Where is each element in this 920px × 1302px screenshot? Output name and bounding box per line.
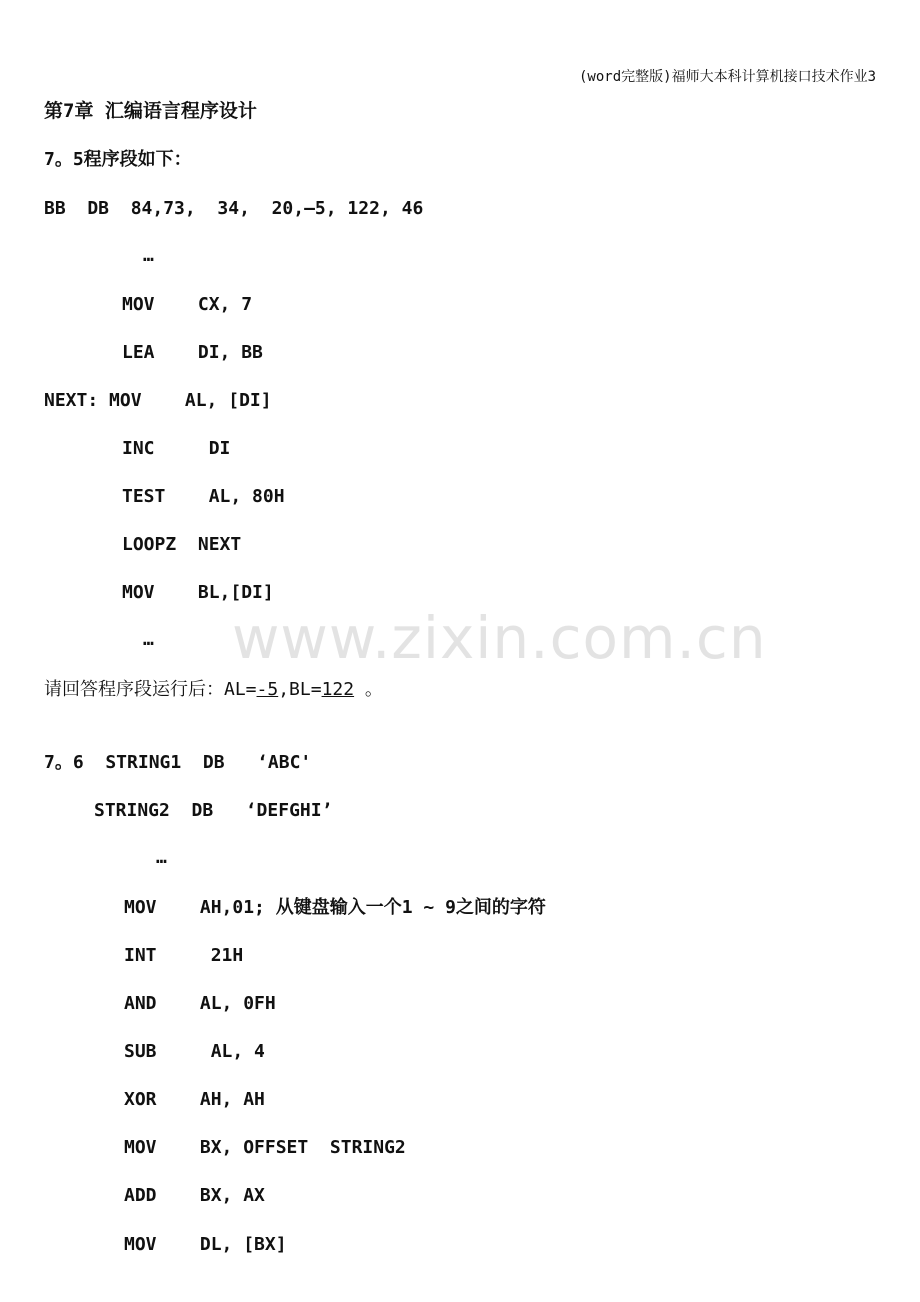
code-line: MOV CX, 7 xyxy=(122,294,253,315)
code-line: MOV BX, OFFSET STRING2 xyxy=(124,1137,406,1158)
question-7-6-heading: 7。6 STRING1 DB ‘ABC' xyxy=(44,752,312,773)
code-line: INC DI xyxy=(122,438,231,459)
code-line: TEST AL, 80H xyxy=(122,486,285,507)
code-line: AND AL, 0FH xyxy=(124,993,276,1014)
code-line: BB DB 84,73, 34, 20,—5, 122, 46 xyxy=(44,198,424,219)
code-line: INT 21H xyxy=(124,945,244,966)
code-line: … xyxy=(156,847,167,868)
question-7-5-heading: 7。5程序段如下： xyxy=(44,149,192,170)
answer-mid: ,BL= xyxy=(278,679,322,700)
code-line: ADD BX, AX xyxy=(124,1185,265,1206)
code-line: SUB AL, 4 xyxy=(124,1041,265,1062)
code-line: … xyxy=(143,629,154,650)
code-line: MOV AH,01; 从键盘输入一个1 ~ 9之间的字符 xyxy=(124,897,546,918)
code-line: STRING2 DB ‘DEFGHI’ xyxy=(94,800,333,821)
answer-suffix: 。 xyxy=(354,679,383,700)
answer-prefix: 请回答程序段运行后：AL= xyxy=(44,679,257,700)
code-line: XOR AH, AH xyxy=(124,1089,265,1110)
code-line: … xyxy=(143,245,154,266)
chapter-title: 第7章 汇编语言程序设计 xyxy=(44,100,257,122)
code-line: LEA DI, BB xyxy=(122,342,263,363)
watermark: www.zixin.com.cn xyxy=(232,604,767,672)
page-header: (word完整版)福师大本科计算机接口技术作业3 xyxy=(579,69,876,85)
answer-bl-value: 122 xyxy=(321,679,355,700)
answer-line xyxy=(44,678,383,702)
code-line: NEXT: MOV AL, [DI] xyxy=(44,390,272,411)
code-line: MOV BL,[DI] xyxy=(122,582,274,603)
code-line: MOV DL, [BX] xyxy=(124,1234,287,1255)
code-line: LOOPZ NEXT xyxy=(122,534,242,555)
answer-al-value: -5 xyxy=(256,679,279,700)
